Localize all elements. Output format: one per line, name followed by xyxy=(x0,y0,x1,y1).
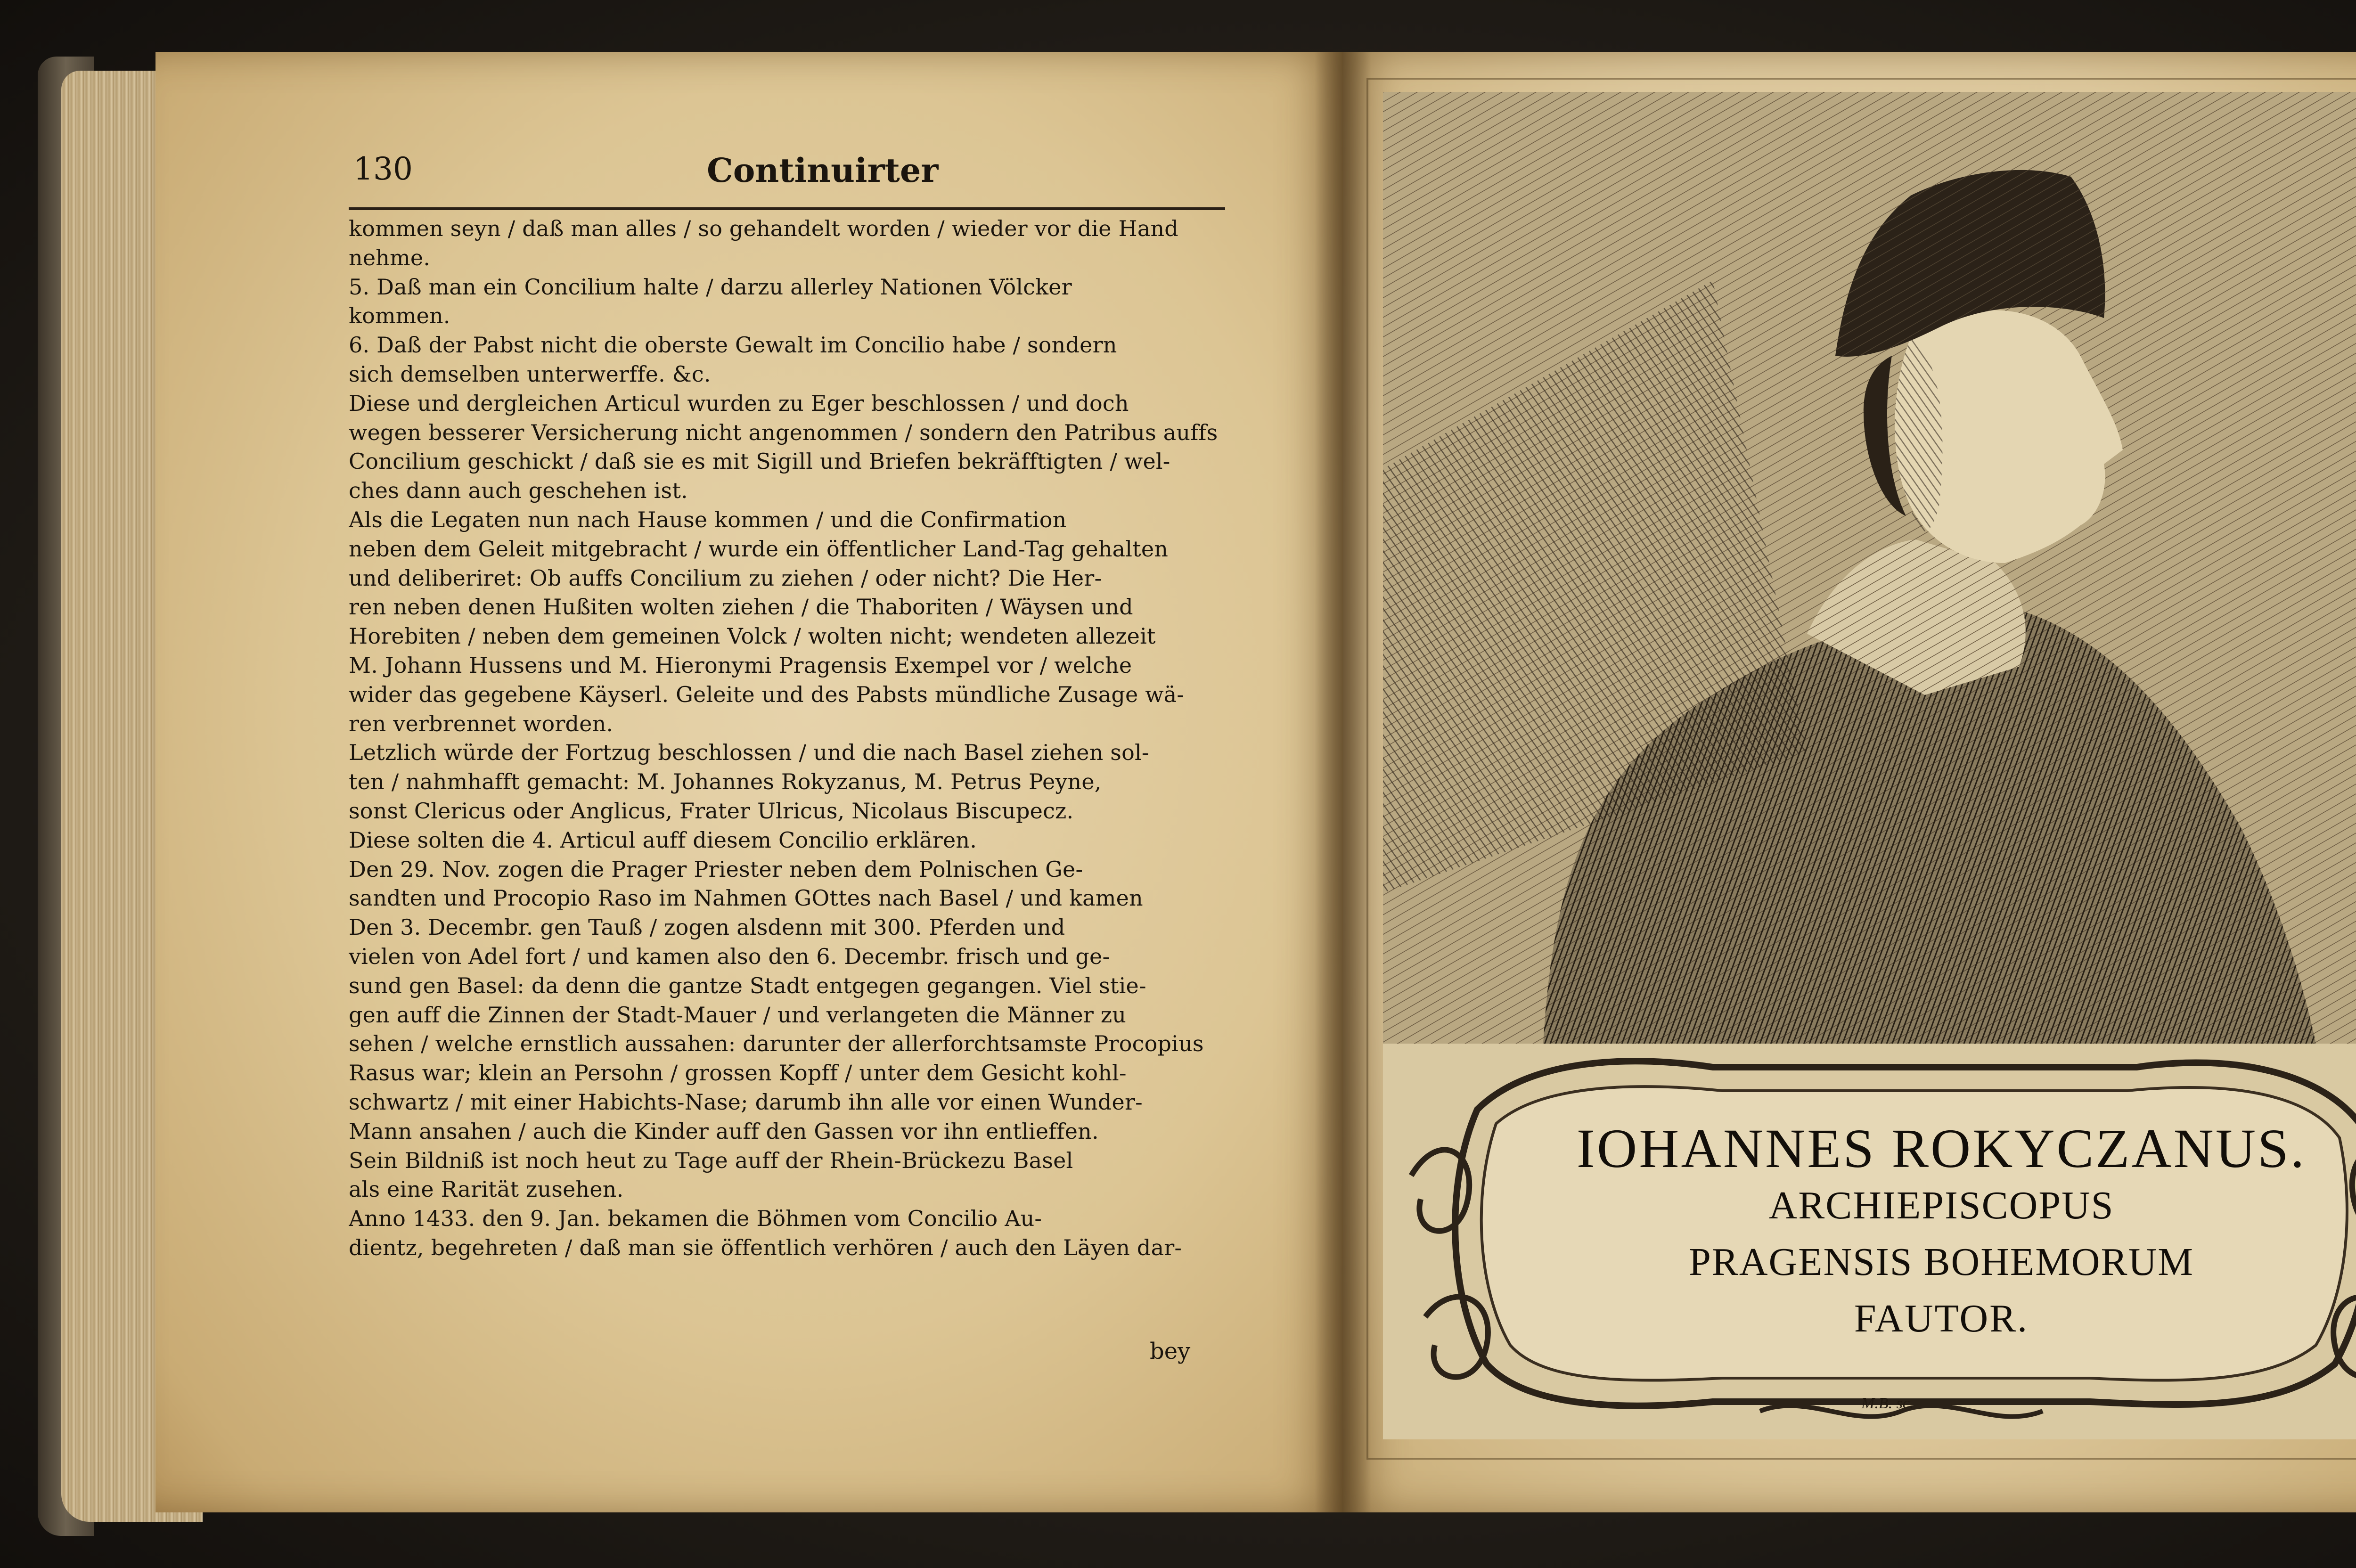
text-line: gen auff die Zinnen der Stadt-Mauer / und verlangeten die Männer zu xyxy=(349,1002,1127,1028)
text-line: M. Johann Hussens und M. Hieronymi Pragensis Exempel vor / welche xyxy=(349,652,1132,678)
text-line: vielen von Adel fort / und kamen also den 6. Decembr. frisch und ge- xyxy=(349,943,1110,969)
text-line: ren neben denen Hußiten wolten ziehen / die Thaboriten / Wäysen und xyxy=(349,594,1133,620)
text-line: ten / nahmhafft gemacht: M. Johannes Rokyzanus, M. Petrus Peyne, xyxy=(349,769,1102,795)
body-text xyxy=(349,214,1225,1263)
text-line: 5. Daß man ein Concilium halte / darzu allerley Nationen Völcker xyxy=(349,274,1072,300)
text-line: sich demselben unterwerffe. &c. xyxy=(349,361,711,387)
text-line: Sein Bildniß ist noch heut zu Tage auff der Rhein-Brückezu Basel xyxy=(349,1147,1073,1173)
text-line: Concilium geschickt / daß sie es mit Sigill und Briefen bekräfftigten / wel- xyxy=(349,449,1170,474)
text-line: dientz, begehreten / daß man sie öffentlich verhören / auch den Läyen dar- xyxy=(349,1234,1182,1260)
cartouche-title-2: PRAGENSIS BOHEMORUM xyxy=(1689,1240,2194,1284)
page-number: 130 xyxy=(353,151,413,187)
text-line: neben dem Geleit mitgebracht / wurde ein öffentlicher Land-Tag gehalten xyxy=(349,536,1169,562)
catchword: bey xyxy=(1150,1338,1191,1364)
running-head: Continuirter xyxy=(707,151,939,190)
text-line: als eine Rarität zusehen. xyxy=(349,1176,624,1202)
cartouche-title-1: ARCHIEPISCOPUS xyxy=(1768,1184,2114,1227)
text-line: wider das gegebene Käyserl. Geleite und des Pabsts mündliche Zusage wä- xyxy=(349,681,1185,707)
text-line: Mann ansahen / auch die Kinder auff den Gassen vor ihn entlieffen. xyxy=(349,1118,1099,1144)
text-line: wegen besserer Versicherung nicht angenommen / sondern den Patribus auffs xyxy=(349,419,1218,445)
text-line: Als die Legaten nun nach Hause kommen / und die Confirmation xyxy=(349,506,1067,532)
text-line: Rasus war; klein an Persohn / grossen Kopff / unter dem Gesicht kohl- xyxy=(349,1060,1127,1086)
cartouche-name: IOHANNES ROKYCZANUS. xyxy=(1576,1118,2307,1179)
text-line: und deliberiret: Ob auffs Concilium zu ziehen / oder nicht? Die Her- xyxy=(349,565,1102,591)
text-line: Diese und dergleichen Articul wurden zu Eger beschlossen / und doch xyxy=(349,390,1129,416)
text-line: Diese solten die 4. Articul auff diesem Concilio erklären. xyxy=(349,827,977,853)
cartouche-title-3: FAUTOR. xyxy=(1854,1297,2029,1340)
text-line: sehen / welche ernstlich aussahen: darunter der allerforchtsamste Procopius xyxy=(349,1031,1204,1057)
text-line: sonst Clericus oder Anglicus, Frater Ulricus, Nicolaus Biscupecz. xyxy=(349,798,1074,824)
text-line: Anno 1433. den 9. Jan. bekamen die Böhmen vom Concilio Au- xyxy=(349,1206,1042,1232)
text-line: sund gen Basel: da denn die gantze Stadt entgegen gegangen. Viel stie- xyxy=(349,972,1146,998)
text-line: sandten und Procopio Raso im Nahmen GOttes nach Basel / und kamen xyxy=(349,885,1143,911)
text-line: kommen seyn / daß man alles / so gehandelt worden / wieder vor die Hand xyxy=(349,216,1178,241)
text-line: Letzlich würde der Fortzug beschlossen / und die nach Basel ziehen sol- xyxy=(349,740,1149,766)
text-line: kommen. xyxy=(349,303,450,329)
text-line: schwartz / mit einer Habichts-Nase; darumb ihn alle vor einen Wunder- xyxy=(349,1089,1143,1115)
engraver-signature: M.B. sc. xyxy=(1861,1395,1914,1412)
text-line: Den 3. Decembr. gen Tauß / zogen alsdenn mit 300. Pferden und xyxy=(349,915,1065,940)
text-line: Den 29. Nov. zogen die Prager Priester neben dem Polnischen Ge- xyxy=(349,856,1083,882)
text-line: nehme. xyxy=(349,245,431,270)
header-rule xyxy=(349,207,1225,210)
text-line: ches dann auch geschehen ist. xyxy=(349,478,688,504)
text-line: 6. Daß der Pabst nicht die oberste Gewalt im Concilio habe / sondern xyxy=(349,332,1117,358)
text-line: Horebiten / neben dem gemeinen Volck / wolten nicht; wendeten allezeit xyxy=(349,623,1156,649)
book-gutter xyxy=(1315,52,1371,1512)
text-line: ren verbrennet worden. xyxy=(349,710,614,736)
portrait-engraving xyxy=(1383,92,2356,1439)
